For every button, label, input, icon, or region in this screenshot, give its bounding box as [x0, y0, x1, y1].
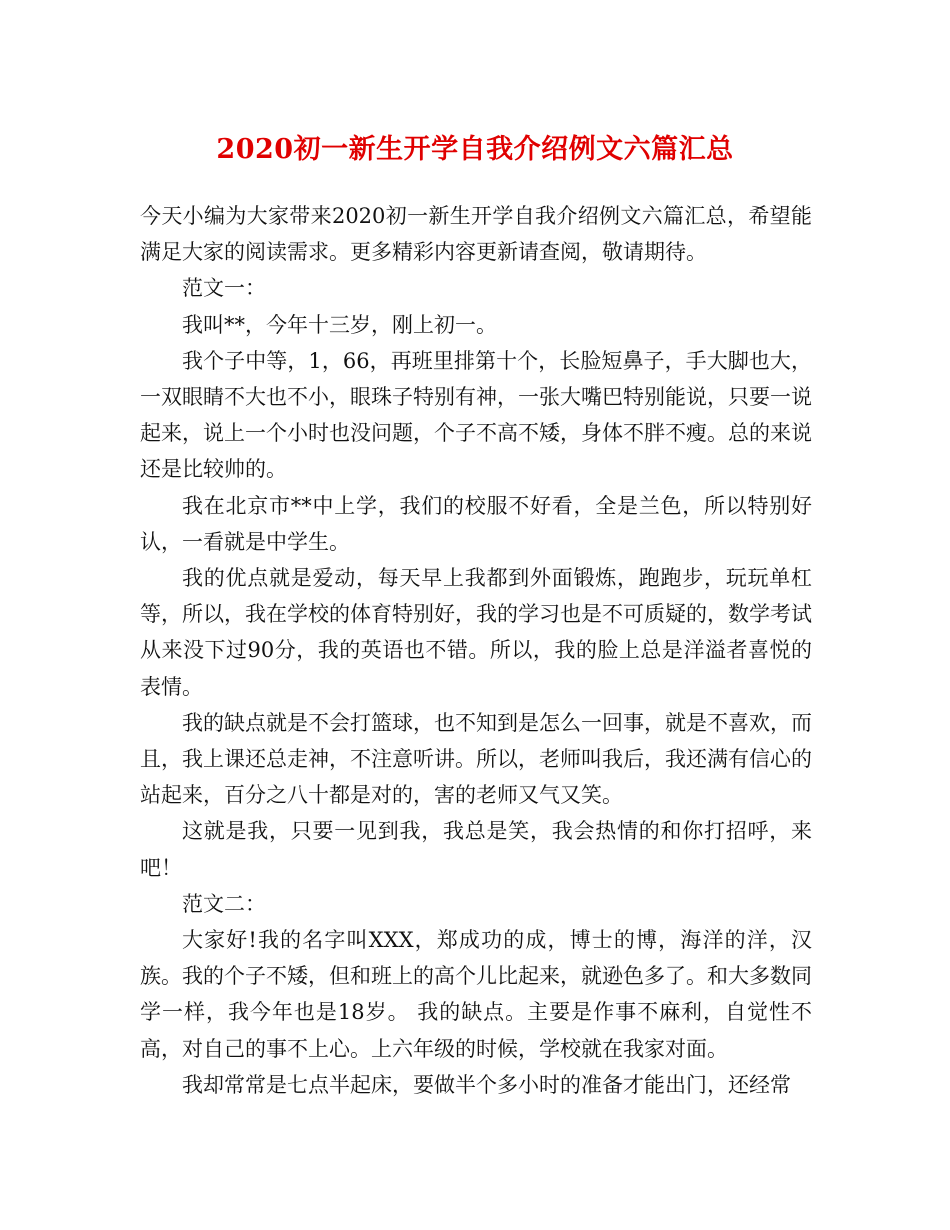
body-paragraph: 我在北京市**中上学，我们的校服不好看，全是兰色，所以特别好认，一看就是中学生。 — [140, 493, 812, 554]
document-body — [140, 198, 812, 1103]
body-paragraph: 我的优点就是爱动，每天早上我都到外面锻炼，跑跑步，玩玩单杠等，所以，我在学校的体育特别好，我的学习也是不可质疑的，数学考试从来没下过90分，我的英语也不错。所以，我的脸上总是洋溢者喜悦的表情。 — [140, 566, 812, 699]
body-paragraph: 我却常常是七点半起床，要做半个多小时的准备才能出门，还经常 — [182, 1072, 791, 1097]
body-paragraph: 我个子中等，1，66，再班里排第十个，长脸短鼻子，手大脚也大，一双眼睛不大也不小，眼珠子特别有神，一张大嘴巴特别能说，只要一说起来，说上一个小时也没问题，个子不高不矮，身体不胖不瘦。总的来说还是比较帅的。 — [140, 348, 812, 482]
intro-paragraph: 今天小编为大家带来2020初一新生开学自我介绍例文六篇汇总，希望能满足大家的阅读需求。更多精彩内容更新请查阅，敬请期待。 — [140, 204, 812, 265]
section-heading-sample-2: 范文二： — [182, 891, 266, 916]
body-paragraph: 大家好!我的名字叫XXX，郑成功的成，博士的博，海洋的洋，汉族。我的个子不矮，但和班上的高个儿比起来，就逊色多了。和大多数同学一样，我今年也是18岁。 我的缺点。主要是作事不麻利，自觉性不高，对自己的事不上心。上六年级的时候，学校就在我家对面。 — [140, 928, 812, 1061]
body-paragraph: 我的缺点就是不会打篮球，也不知到是怎么一回事，就是不喜欢，而且，我上课还总走神，不注意听讲。所以，老师叫我后，我还满有信心的站起来，百分之八十都是对的，害的老师又气又笑。 — [140, 710, 812, 808]
body-paragraph: 这就是我，只要一见到我，我总是笑，我会热情的和你打招呼，来吧！ — [140, 819, 812, 880]
document-title: 2020初一新生开学自我介绍例文六篇汇总 — [216, 134, 734, 165]
body-paragraph: 我叫**，今年十三岁，刚上初一。 — [182, 312, 497, 337]
section-heading-sample-1: 范文一： — [182, 276, 266, 301]
